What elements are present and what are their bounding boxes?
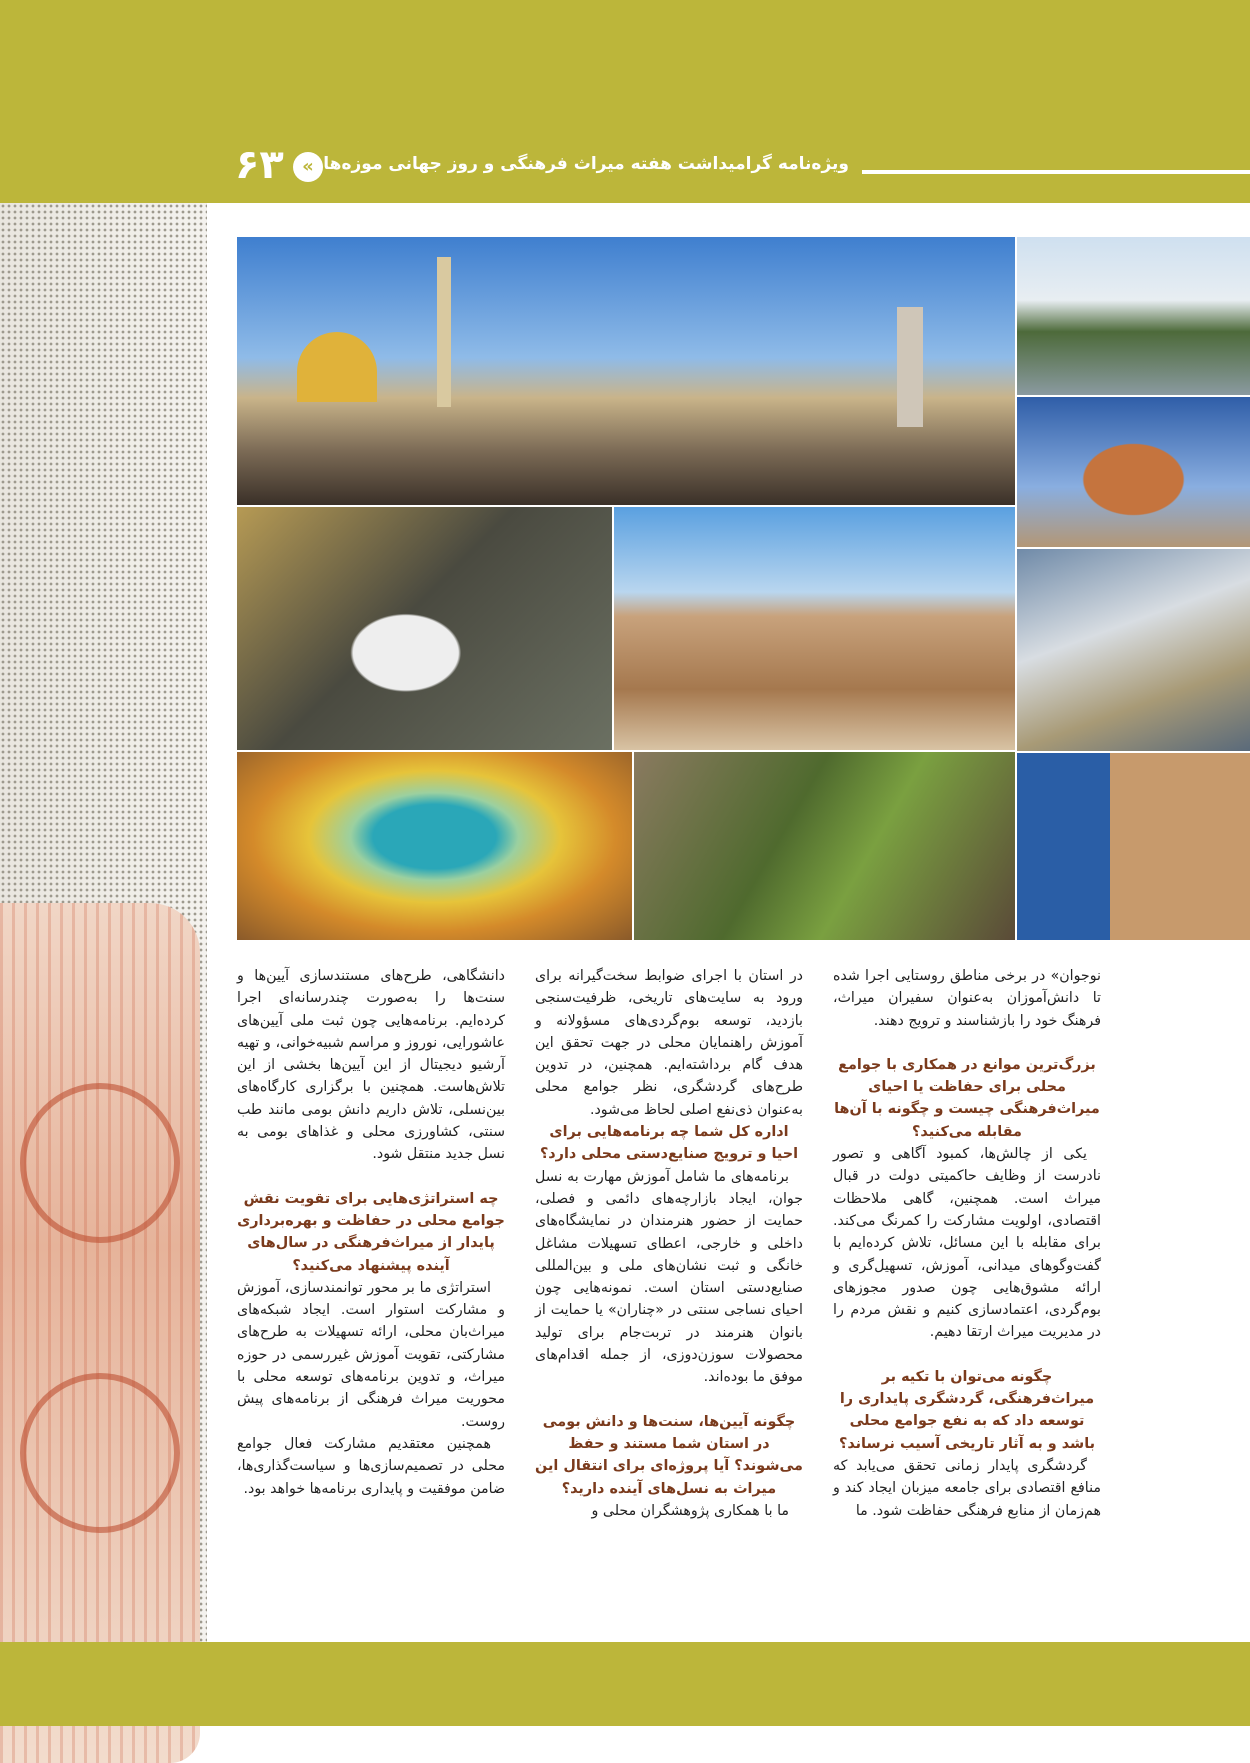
paragraph: ما با همکاری پژوهشگران محلی و [591,1502,789,1519]
photo-brick-dome [1017,397,1250,547]
article-column-left [237,965,505,1500]
photo-tomb-lake [1017,237,1250,395]
header-rule [862,170,1250,174]
photo-modern-architecture [1017,549,1250,751]
photo-shrine [237,237,1015,505]
double-chevron-left-icon: « [293,152,323,182]
paragraph: برنامه‌های ما شامل آموزش مهارت به نسل جوان، ایجاد بازارچه‌های دائمی و فصلی، حمایت از حضور هنرمندان در نمایشگاه‌های داخلی و خارجی، اعطای تسهیلات مشاغل خانگی و ثبت نشان‌های ملی و بین‌المللی صنایع‌دستی استان است. نمونه‌هایی چون احیای نساجی سنتی در «چناران» یا حمایت از بانوان هنرمند در تربت‌جام برای تولید محصولات سوزن‌دوزی، از جمله اقدام‌های موفق ما بوده‌اند. [535,1168,803,1386]
footer-band [0,1642,1250,1726]
question-heading: بزرگ‌ترین موانع در همکاری با جوامع محلی برای حفاظت یا احیای میراث‌فرهنگی چیست و چگونه با آن‌ها مقابله می‌کنید؟ [834,1056,1100,1140]
issue-title: ویژه‌نامه گرامیداشت هفته میراث فرهنگی و روز جهانی موزه‌ها [317,154,855,174]
page-number: ۶۳ [235,142,284,188]
article-column-right [833,965,1101,1522]
question-heading: چگونه آیین‌ها، سنت‌ها و دانش بومی در استان شما مستند و حفظ می‌شوند؟ آیا پروژه‌ای برای انتقال این میراث به نسل‌های آینده دارید؟ [535,1413,803,1497]
paragraph: یکی از چالش‌ها، کمبود آگاهی و تصور نادرست از وظایف حاکمیتی دولت در قبال میراث است. همچنین، گاهی ملاحظات اقتصادی، اولویت مشارکت را کمرنگ می‌کند. برای مقابله با این مسائل، تلاش کرده‌ایم با گفت‌وگوهای میدانی، آموزش، تسهیل‌گری و ارائه مشوق‌هایی چون صدور مجوزهای بوم‌گردی، اعتمادسازی کنیم و نقش مردم را در مدیریت میراث ارتقا دهیم. [833,1146,1101,1341]
photo-canyon-waterfall [634,752,1015,940]
article-column-middle [535,965,803,1522]
question-heading: چگونه می‌توان با تکیه بر میراث‌فرهنگی، گردشگری پایداری را توسعه داد که به نفع جوامع محلی باشد و به آثار تاریخی آسیب نرساند؟ [838,1368,1096,1452]
photo-museum-sculpture [237,507,612,750]
halftone-decoration [0,203,207,1642]
photo-hot-spring [237,752,632,940]
question-heading: اداره کل شما چه برنامه‌هایی برای احیا و ترویج صنایع‌دستی محلی دارد؟ [539,1124,799,1163]
photo-caravanserai [614,507,1015,750]
paragraph: دانشگاهی، طرح‌های مستندسازی آیین‌ها و سنت‌ها را به‌صورت چندرسانه‌ای اجرا کرده‌ایم. برنامه‌هایی چون ثبت ملی آیین‌های عاشورایی، نوروز و مراسم شبیه‌خوانی، و تهیه آرشیو دیجیتال از این آیین‌ها بخشی از این تلاش‌هاست. همچنین با برگزاری کارگاه‌های بین‌نسلی، تلاش داریم دانش بومی مانند طب سنتی، کشاورزی محلی و غذاهای بومی به نسل جدید منتقل شود. [237,968,505,1163]
ancient-vessel-image [0,903,200,1763]
question-heading: چه استراتژی‌هایی برای تقویت نقش جوامع محلی در حفاظت و بهره‌برداری پایدار از میراث‌فرهنگی در سال‌های آینده پیشنهاد می‌کنید؟ [237,1190,505,1274]
paragraph: همچنین معتقدیم مشارکت فعال جوامع محلی در تصمیم‌سازی‌ها و سیاست‌گذاری‌ها، ضامن موفقیت و پایداری برنامه‌ها خواهد بود. [237,1435,505,1497]
paragraph: گردشگری پایدار زمانی تحقق می‌یابد که منافع اقتصادی برای جامعه میزبان ایجاد کند و هم‌زمان از منابع فرهنگی حفاظت شود. ما [833,1457,1101,1519]
paragraph: نوجوان» در برخی مناطق روستایی اجرا شده تا دانش‌آموزان به‌عنوان سفیران میراث، فرهنگ خود را بازشناسند و ترویج دهند. [833,968,1101,1029]
header-band [0,0,1250,203]
paragraph: در استان با اجرای ضوابط سخت‌گیرانه برای ورود به سایت‌های تاریخی، ظرفیت‌سنجی بازدید، توسعه بوم‌گردی‌های مسؤولانه و آموزش راهنمایان محلی در جهت تحقق این هدف گام برداشته‌ایم. همچنین، در تدوین طرح‌های گردشگری، نظر جوامع محلی به‌عنوان ذی‌نفع اصلی لحاظ می‌شود. [535,968,803,1118]
photo-tower [1017,753,1250,940]
paragraph: استراتژی ما بر محور توانمندسازی، آموزش و مشارکت استوار است. ایجاد شبکه‌های میراث‌بان محلی، ارائه تسهیلات به طرح‌های مشارکتی، تقویت آموزش غیررسمی در حوزه میراث، و تدوین برنامه‌های توسعه محلی با محوریت میراث فرهنگی از برنامه‌های پیش روست. [237,1279,505,1430]
